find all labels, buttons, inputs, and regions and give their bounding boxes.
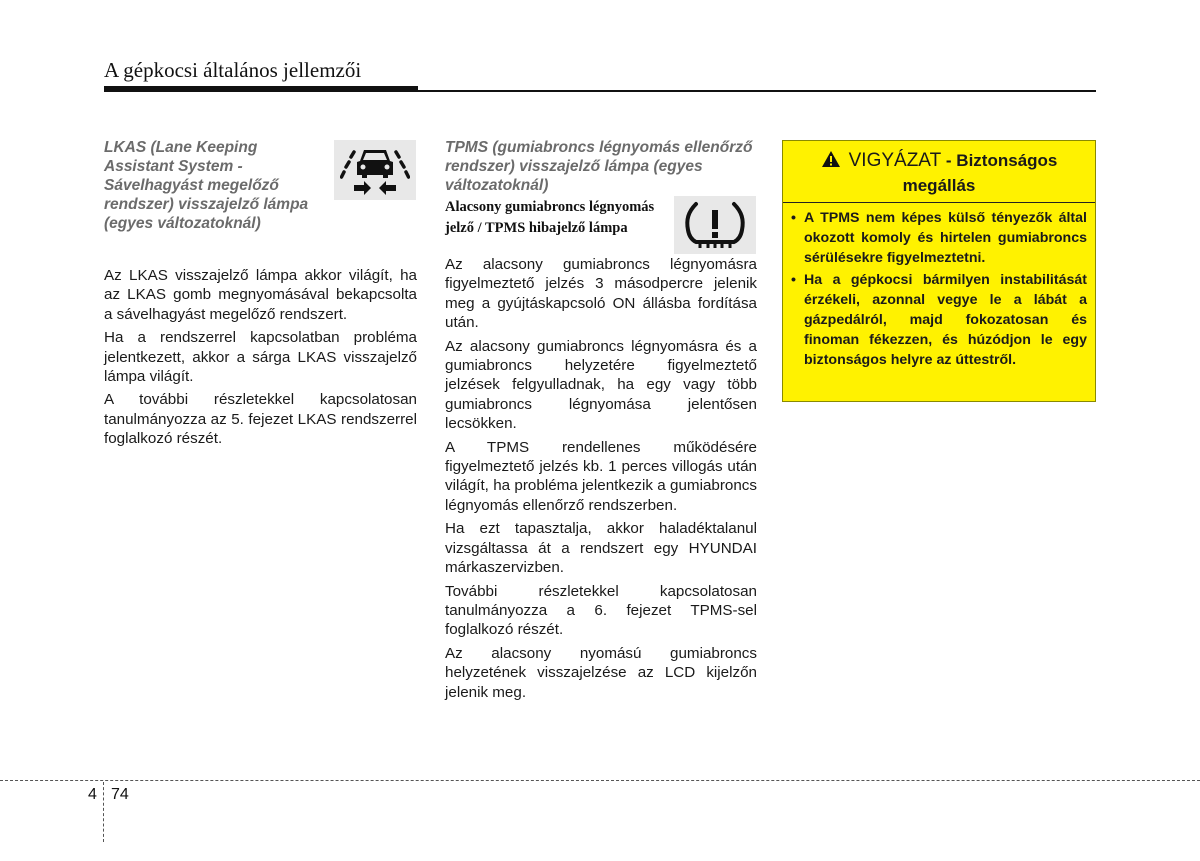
caution-box bbox=[782, 140, 1096, 402]
lkas-paragraph: Az LKAS visszajelző lámpa akkor világít, ha az LKAS gomb megnyomásával bekapcsolta a sávelhagyást megelőző rendszert. bbox=[104, 267, 417, 323]
footer-dashed-divider bbox=[103, 782, 104, 842]
tpms-paragraph: További részletekkel kapcsolatosan tanulmányozza a 6. fejezet TPMS-sel foglalkozó részét. bbox=[445, 582, 757, 639]
caution-item: • A TPMS nem képes külső tényezők által okozott komoly és hirtelen gumiabroncs sérülésekre figyelmeztetni. bbox=[791, 209, 1087, 268]
footer-dashed-rule bbox=[0, 780, 1200, 781]
chapter-number: 4 bbox=[88, 786, 97, 803]
caution-divider bbox=[783, 202, 1095, 203]
tpms-paragraph: Az alacsony nyomású gumiabroncs helyzetének visszajelzése az LCD kijelzőn jelenik meg. bbox=[445, 644, 757, 701]
tire-pressure-warning-icon bbox=[674, 196, 756, 254]
tpms-subheading: Alacsony gumiabroncs légnyomás jelző / TPMS hibajelző lámpa bbox=[445, 199, 655, 236]
tpms-heading: TPMS (gumiabroncs légnyomás ellenőrző rendszer) visszajelző lámpa (egyes változatoknál) bbox=[445, 139, 753, 194]
lkas-paragraph: A további részletekkel kapcsolatosan tanulmányozza az 5. fejezet LKAS rendszerrel foglalkozó részét. bbox=[104, 391, 417, 448]
caution-label: VIGYÁZAT bbox=[848, 150, 942, 171]
tpms-paragraph: A TPMS rendellenes működésére figyelmeztető jelzés kb. 1 perces villogás után világít, ha probléma jelentkezik a gumiabroncs légnyomás ellenőrző rendszerben. bbox=[445, 438, 757, 514]
header-rule-thick bbox=[104, 86, 418, 92]
lane-keeping-assist-icon bbox=[334, 140, 416, 200]
lkas-heading: LKAS (Lane Keeping Assistant System - Sávelhagyást megelőző rendszer) visszajelző lámpa (egyes változatoknál) bbox=[104, 139, 309, 232]
caution-subtitle: - Biztonságos megállás bbox=[902, 151, 1058, 195]
page-number: 74 bbox=[111, 786, 129, 803]
caution-list bbox=[791, 209, 1087, 370]
page-header-title: A gépkocsi általános jellemzői bbox=[104, 58, 362, 82]
caution-title bbox=[783, 149, 1095, 197]
header-rule-thin bbox=[418, 90, 1096, 92]
lkas-paragraph: Ha a rendszerrel kapcsolatban probléma jelentkezett, akkor a sárga LKAS visszajelző lámpa világít. bbox=[104, 329, 417, 386]
tpms-paragraph: Az alacsony gumiabroncs légnyomásra és a gumiabroncs helyzetére figyelmeztető jelzések felgyulladnak, ha egy vagy több gumiabroncs légnyomása jelentősen lecsökken. bbox=[445, 337, 757, 433]
tpms-paragraph: Az alacsony gumiabroncs légnyomásra figyelmeztető jelzés 3 másodpercre jelenik meg a gyújtáskapcsoló ON állásba fordítása után. bbox=[445, 256, 757, 332]
warning-triangle-icon bbox=[821, 150, 841, 174]
tpms-paragraph: Ha ezt tapasztalja, akkor haladéktalanul vizsgáltassa át a rendszert egy HYUNDAI márkaszervizben. bbox=[445, 520, 757, 577]
caution-item: • Ha a gépkocsi bármilyen instabilitását érzékeli, azonnal vegye le a lábát a gázpedálról, majd fokozatosan és finoman fékezzen, és húzódjon le egy biztonságos helyre az úttestről. bbox=[791, 271, 1087, 370]
